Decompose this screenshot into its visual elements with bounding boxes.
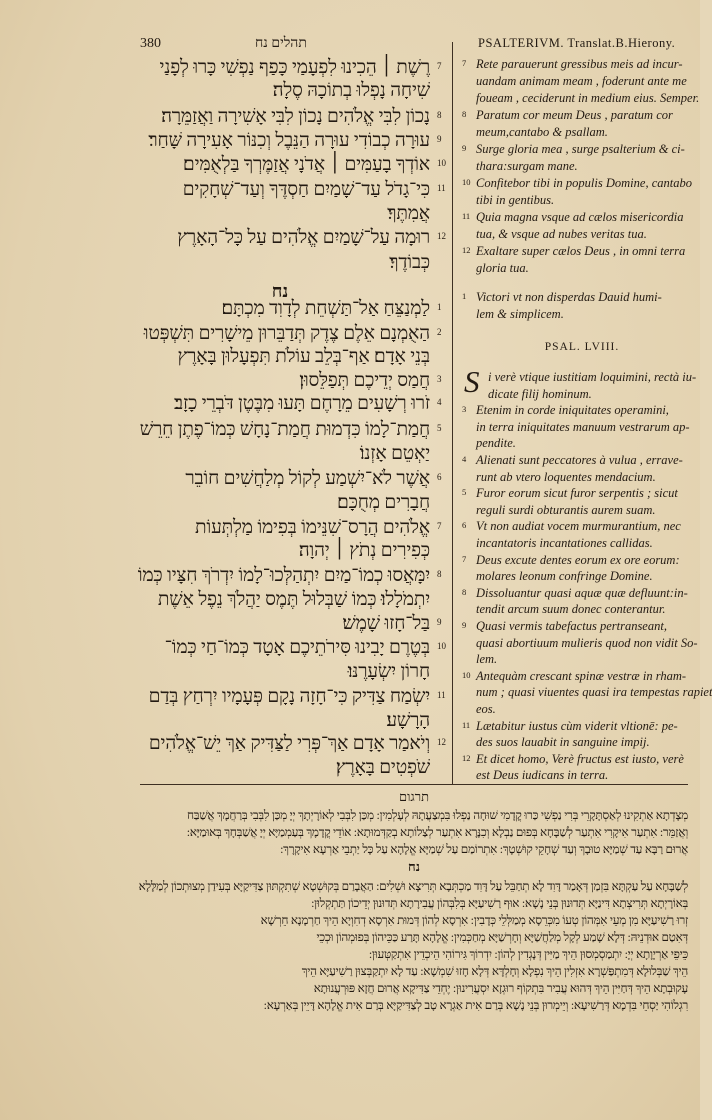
targum-line: מְצָדְתָא אַתְקִינוּ לְאַסְתָּקָרֵי בְּרִי נַפְשִׁי כַּרוּ קֳדָמִי שׁוּחָה נַפְלוּ בִּמְצַעֲתָהּ לְעָלְמִין: מְכַּן לִבְּבִי לְאוֹרָיְתָךְ יְיָ מְכַּן לִבְּבִי בְּרַחֲמָךְ אֲשַׁבַּח xyxy=(186,808,688,822)
verse-number: 2 xyxy=(437,327,442,337)
hebrew-verse-line: זֹרוּ רְשָׁעִים מֵרָחֶם תָּעוּ מִבֶּטֶן דֹּבְרֵי כָזָב׃ xyxy=(174,393,430,414)
latin-verse-line: Lætabitur iustus cùm viderit vltionē: pe- xyxy=(476,718,678,733)
hebrew-verse-line: חֲמַס יְדֵיכֶם תְּפַלֵּסוּן׃ xyxy=(299,370,430,391)
hebrew-verse-line: בַּל־חָזוּ שָׁמֶשׁ׃ xyxy=(342,613,430,634)
verse-number: 4 xyxy=(437,397,442,407)
verse-number: 1 xyxy=(437,302,442,312)
targum-psalm-number: נח xyxy=(408,859,420,874)
hebrew-verse-line: עוּרָה כְבוֹדִי עוּרָה הַנֵּבֶל וְכִנּוֹר אָעִירָה שָּׁחַר׃ xyxy=(148,130,430,151)
drop-cap-initial: S xyxy=(464,364,480,399)
hebrew-verse-line: וְיֹאמַר אָדָם אַךְ־פְּרִי לַצַּדִּיק אַךְ יֵשׁ־אֱלֹהִים xyxy=(148,733,430,754)
targum-line: רִגְלוֹהִי יַסְחֵי בִּדְמָא דְּרַשִׁיעָא: וְיֵימְרוּן בְּנֵי נָשָׁא בְּרַם אִית אַגְרָא טָב לְצַדִּיקַיָּא בְּרַם אִית אֱלָהָא דָּיֵין בְּאַרְעָא: xyxy=(263,998,688,1012)
latin-verse-line: Rete parauerunt gressibus meis ad incur- xyxy=(476,57,683,71)
latin-verse-line: quasi abortiuum mulieris quod non vidit So- xyxy=(476,635,698,650)
hebrew-verse-line: שֹׁפְטִים בָּאָרֶץ׃ xyxy=(335,757,430,778)
hebrew-verse-line: אֱלֹהִים הֲרָס־שִׁנֵּימוֹ בְּפִימוֹ מַלְתְּעוֹת xyxy=(195,517,430,538)
verse-number: 12 xyxy=(437,737,446,747)
verse-number: 5 xyxy=(462,487,467,498)
page-number: 380 xyxy=(140,36,161,51)
latin-verse-line: Victori vt non disperdas Dauid humi- xyxy=(476,290,662,304)
targum-line: וְאֲזַמֵּר: אִתְעַר אִיקָרִי אִתְעַר לְשַׁבָּחָא בְּפוּם נַבְלָא וְכִנָּרָא אִתְעַר לְצַלוֹתָא בְקַדְּמוּתָא: אוֹדֵי קֳדָמָךְ בְּעַמְמַיָּא יְיָ אֲשַׁבְּחָךְ בְּאוּמַיָּא: xyxy=(186,825,688,839)
verse-number: 7 xyxy=(462,58,467,68)
hebrew-verse-line: בְּנֵי אָדָם׃ אַף־בְּלֵב עוֹלֹת תִּפְעָלוּן בָּאָרֶץ xyxy=(177,346,430,367)
hebrew-verse-line: נָכוֹן לִבִּי אֱלֹהִים נָכוֹן לִבִּי אָשִׁירָה וַאֲזַמֵּרָה׃ xyxy=(161,106,430,127)
verse-number: 11 xyxy=(437,183,446,193)
verse-number: 4 xyxy=(462,454,467,464)
hebrew-verse-line: אֲשֶׁר לֹא־יִשְׁמַע לְקוֹל מְלַחֲשִׁים חוֹבֵר xyxy=(185,468,430,489)
latin-verse-line: Quia magna vsque ad cælos misericordia xyxy=(476,210,684,224)
latin-verse-line: Antequàm crescant spinæ vestræ in rham- xyxy=(476,668,687,683)
latin-verse-line: uandam animam meam , foderunt ante me xyxy=(476,74,687,88)
hebrew-verse-line: בְּטֶרֶם יָבִינוּ סִּירֹתֵיכֶם אָטָד כְּמוֹ־חַי כְּמוֹ־ xyxy=(164,637,430,658)
verse-number: 12 xyxy=(437,231,446,241)
latin-verse-line: est Deus iudicans in terra. xyxy=(476,768,609,783)
verse-number: 10 xyxy=(437,158,446,168)
hebrew-running-head: תהלים נח xyxy=(255,36,307,51)
targum-line: זְרוּ רַשִׁיעַיָּא מִן מְעֵי אִמְּהוֹן טְעוֹ מִכְּרֵסָא מְמַלְּלֵי כְּדָבִין: אִרְסָא לְהוֹן דְּמוּת אִרְסָא דְחִוְיָא הֵיךְ חַרְמָנָא חֵרְשָׁא xyxy=(260,913,688,927)
latin-verse-line: reguli surdi obturantis aurem suam. xyxy=(476,502,656,517)
verse-number: 10 xyxy=(462,177,471,187)
verse-number: 8 xyxy=(437,110,442,120)
hebrew-verse-line: יִמָּאֲסוּ כְמוֹ־מַיִם יִתְהַלְּכוּ־לָמוֹ יִדְרֹךְ חִצָּיו כְּמוֹ xyxy=(137,565,430,586)
targum-line: אֲרוּם רַבָּא עַד שְׁמַיָּא טוּבָךְ וְעַד שְׁחָקֵי קוּשְׁטָךְ: אִתְרוֹמַם עַל שְׁמַיָּא אֱלָהָא עַל כָּל יַתְבֵי אַרְעָא אִיקָרָךְ: xyxy=(280,842,688,856)
hebrew-text-column xyxy=(130,56,446,781)
latin-text-column xyxy=(462,56,712,783)
hebrew-verse-line: יַאְטֵם אָזְנוֹ׃ xyxy=(359,443,430,464)
verse-number: 11 xyxy=(462,211,471,221)
latin-verse-line: Vt non audiat vocem murmurantium, nec xyxy=(476,519,681,534)
verse-number: 8 xyxy=(462,586,467,597)
hebrew-verse-line: חֲמַת־לָמוֹ כִּדְמוּת חֲמַת־נָחָשׁ כְּמוֹ־פֶתֶן חֵרֵשׁ xyxy=(139,419,430,440)
hebrew-verse-line: כִּי־גָדֹל עַד־שָׁמַיִם חַסְדֶּךָ וְעַד־שְׁחָקִים xyxy=(182,179,430,200)
verse-number: 1 xyxy=(462,291,467,301)
latin-verse-line: thara:surgam mane. xyxy=(476,159,578,173)
verse-number: 10 xyxy=(462,669,471,680)
latin-verse-line: lem. xyxy=(476,652,498,667)
hebrew-verse-line: כְּבוֹדֶךָ׃ xyxy=(389,252,430,273)
targum-line: לְשַׁבָּחָא עַל עַקְתָּא בִּזְמַן דְּאָמַר דָּוִד לָא תְחַבֵּל עַל דָּוִד מַכְתְּבָא תְּרִיצָא וּשְׁלִים: הַאֲבָרַם בְּקוּשְׁטָא שְׁתִקְתּוּן צַדִּיקַיָּא בְּעִידַן מְצוּתְכוֹן לְמַלָּלָא xyxy=(138,879,688,893)
latin-verse-line: eos. xyxy=(476,702,496,716)
hebrew-verse-line: כְּפִירִים נְתֹץ ׀ יְהוָה׃ xyxy=(298,540,430,561)
hebrew-verse-line: אוֹדְךָ בָעַמִּים ׀ אֲדֹנָי אֲזַמֶּרְךָ בַּלְאֻמִּים׃ xyxy=(183,154,430,175)
latin-verse-line: pendite. xyxy=(476,436,516,451)
targum-line: הֵיךְ שַׁבְּלוּלָא דְּמִתְפַּשְׁרָא אִזְלִין הֵיךְ נִפְלָא וְחָלְדָּא דְּלָא חָזוּ שִׁמְשָׁא: עַד לָא יִתְקַבְּצוּן רַשִׁיעַיָּא הֵיךְ xyxy=(301,964,688,978)
verse-number: 7 xyxy=(437,521,442,531)
targum-line: כֵּיפֵי אַרְיָוָתָא יְיָ: יִתְמַסְמְסוּן הֵיךְ מַיִּין דְּנָגְדִין לְהוֹן: יִדְרוֹךְ גִּירוֹהִי הֵיכְדֵין אִתְקַטְּעוּן: xyxy=(368,947,688,961)
latin-verse-line: molares leonum confringe Domine. xyxy=(476,569,653,584)
hebrew-verse-line: שִׁיחָה נָפְלוּ בְתוֹכָהּ סֶלָה׃ xyxy=(272,80,430,101)
verse-number: 8 xyxy=(462,109,467,119)
hebrew-verse-line: לַמְנַצֵּחַ אַל־תַּשְׁחֵת לְדָוִד מִכְתָּם׃ xyxy=(221,298,430,319)
verse-number: 9 xyxy=(462,143,467,153)
hebrew-psalm-number: נח xyxy=(271,281,289,301)
latin-verse-line: num ; quasi viuentes quasi ira tempestas rapiet xyxy=(476,685,712,700)
targum-heading: תרגום xyxy=(398,789,430,804)
latin-verse-line: lem & simplicem. xyxy=(476,307,564,321)
hebrew-verse-line: אֲמִתֶּךָ׃ xyxy=(387,203,430,224)
hebrew-verse-line: רֶשֶׁת ׀ הֵכִינוּ לִפְעָמַי כָּפַף נַפְשִׁי כָּרוּ לְפָנַי xyxy=(159,57,430,78)
latin-verse-line: Paratum cor meum Deus , paratum cor xyxy=(476,108,673,122)
latin-verse-line: tibi in gentibus. xyxy=(476,193,555,207)
verse-number: 9 xyxy=(462,620,467,630)
latin-verse-line: Alienati sunt peccatores à vulua , errave- xyxy=(476,453,683,467)
targum-line: בְּאוֹרָיְתָא תְּרִיצְתָא דִּינַיָּא תְּדוּנוּן בְּנֵי נָשָׁא: אוּף רַשִׁיעַיָּא בְּלִבְּהוֹן עֲבִירָתָא תְּדוּנוּן יְדֵיכוֹן תַּתְקְלוּן: xyxy=(311,896,688,910)
hebrew-verse-line: רוּמָה עַל־שָׁמַיִם אֱלֹהִים עַל כָּל־הָאָרֶץ xyxy=(177,227,430,248)
verse-number: 3 xyxy=(462,404,467,415)
latin-verse-line: tendit arcum suum donec conterantur. xyxy=(476,602,666,617)
verse-number: 6 xyxy=(462,520,467,531)
latin-verse-line: Etenim in corde iniquitates operamini, xyxy=(476,403,669,418)
latin-verse-line: des suos lauabit in sanguine impij. xyxy=(476,735,650,750)
verse-number: 3 xyxy=(437,374,442,384)
verse-number: 6 xyxy=(437,472,442,482)
latin-verse-line: runt ab vtero loquentes mendacium. xyxy=(476,469,656,484)
verse-number: 9 xyxy=(437,617,442,627)
latin-verse-line: Exaltare super cælos Deus , in omni terra xyxy=(476,244,686,258)
latin-verse-line: Dissoluantur quasi aquæ quæ defluunt:in- xyxy=(476,585,688,600)
hebrew-verse-line: הַאֻמְנָם אֵלֶם צֶדֶק תְּדַבֵּרוּן מֵישָׁרִים תִּשְׁפְּטוּ xyxy=(143,323,430,344)
latin-verse-line: i verè vtique iustitiam loquimini, rectà iu- xyxy=(488,370,697,384)
latin-psalm-heading: PSAL. LVIII. xyxy=(544,341,620,353)
latin-verse-line: Furor eorum sicut furor serpentis ; sicut xyxy=(476,486,678,501)
hebrew-verse-line: חָרוֹן יִשְׂעָרֶנּוּ׃ xyxy=(347,661,430,682)
verse-number: 8 xyxy=(437,569,442,579)
latin-verse-line: incantatoris incantationes callidas. xyxy=(476,536,653,550)
latin-verse-line: Deus excute dentes eorum ex ore eorum: xyxy=(476,552,680,567)
verse-number: 10 xyxy=(437,641,446,651)
latin-verse-line: Surge gloria mea , surge psalterium & ci- xyxy=(476,142,685,156)
verse-number: 5 xyxy=(437,423,442,433)
hebrew-verse-line: יִתְמֹלָלוּ׃ כְּמוֹ שַׁבְּלוּל תֶּמֶס יַהֲלֹךְ נֵפֶל אֵשֶׁת xyxy=(157,589,430,610)
targum-line: עָקוּבְתָא הֵיךְ דְּחַיִּין הֵיךְ דְּהוּא עֲבִיר בִּתְקוֹף רוּגְזָא יִסְעֲרִינוּן: יֶחְדֵי צַדִּיקָא אֲרוּם חֲזָא פּוּרְעֲנוּתָא xyxy=(313,981,688,995)
latin-running-head xyxy=(478,36,675,51)
verse-number: 7 xyxy=(437,61,442,71)
verse-number: 11 xyxy=(462,719,471,730)
targum-line: דְּאִטַם אוּדְנֵיהּ: דְּלָא שָׁמַע לְקָל מְלַחֲשַׁיָּא וְחָרְשַׁיָּא מְחַכְּמִין: אֱלָהָא תָּרַע כַּכֵּיהוֹן בְּפוּמְהוֹן וּכְכֵי xyxy=(316,930,688,944)
latin-subtitle: Translat.B.Hierony. xyxy=(567,36,676,50)
latin-title: PSALTERIVM. xyxy=(478,36,564,50)
hebrew-verse-line: הָרָשָׁע׃ xyxy=(386,710,430,731)
latin-verse-line: Quasi vermis tabefactus pertranseant, xyxy=(476,619,667,633)
latin-verse-line: meum,cantabo & psallam. xyxy=(476,125,608,139)
hebrew-verse-line: חֲבָרִים מְחֻכָּם׃ xyxy=(337,492,430,513)
verse-number: 12 xyxy=(462,245,471,255)
column-divider xyxy=(452,42,453,784)
targum-top-rule xyxy=(140,784,688,785)
latin-verse-line: foueam , ceciderunt in medium eius. Semper. xyxy=(476,91,700,105)
latin-verse-line: dicate filij hominum. xyxy=(488,386,592,401)
latin-verse-line: Confitebor tibi in populis Domine, cantabo xyxy=(476,176,692,190)
latin-verse-line: Et dicet homo, Verè fructus est iusto, verè xyxy=(476,751,684,766)
latin-verse-line: gloria tua. xyxy=(476,261,529,275)
verse-number: 7 xyxy=(462,553,467,564)
latin-verse-line: in terra iniquitates manuum vestrarum ap- xyxy=(476,419,690,434)
latin-verse-line: tua, & vsque ad nubes veritas tua. xyxy=(476,227,647,241)
verse-number: 12 xyxy=(462,752,471,763)
verse-number: 11 xyxy=(437,690,446,700)
hebrew-verse-line: יִשְׂמַח צַדִּיק כִּי־חָזָה נָקָם פְּעָמָיו יִרְחַץ בְּדַם xyxy=(148,686,430,707)
verse-number: 9 xyxy=(437,134,442,144)
